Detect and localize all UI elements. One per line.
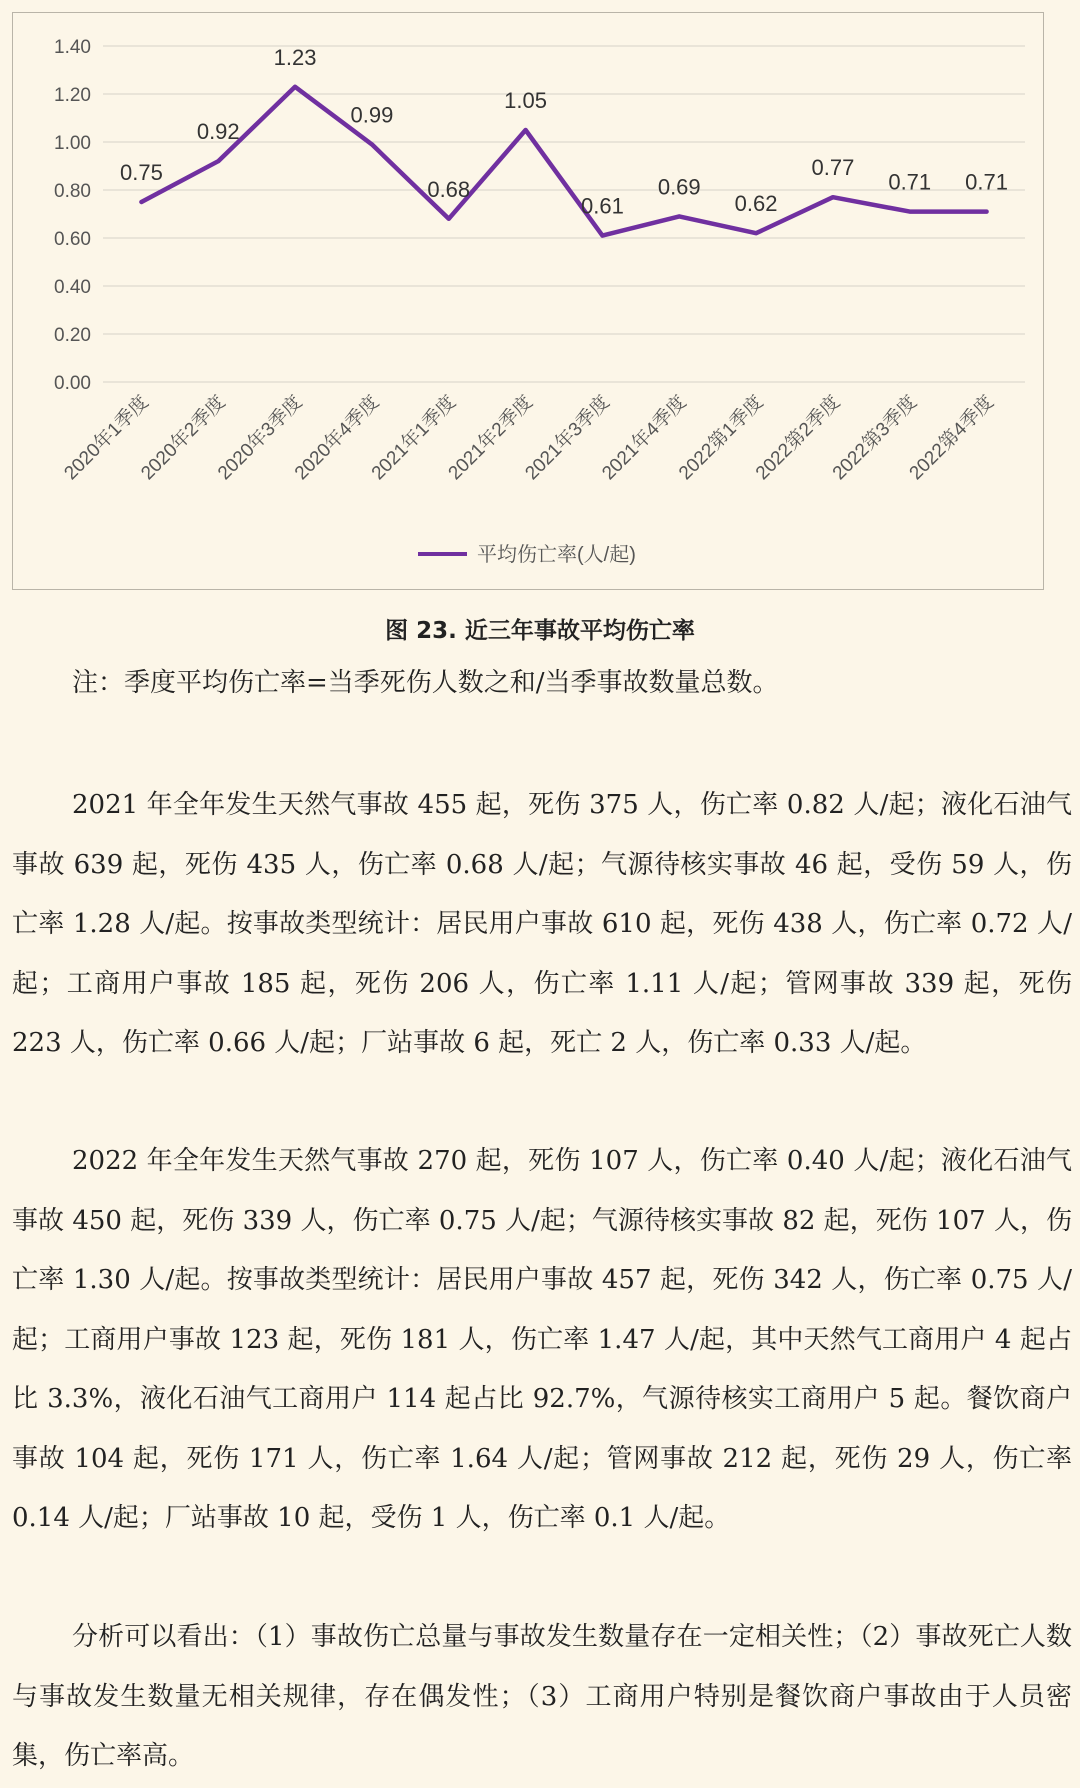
x-tick-label: 2022第1季度 (675, 391, 768, 485)
series-line (141, 87, 986, 236)
data-labels (120, 45, 1008, 219)
x-tick-label: 2022第3季度 (828, 391, 922, 485)
y-tick-label: 0.80 (54, 181, 91, 202)
data-label: 0.99 (350, 102, 394, 128)
y-tick-label: 0.20 (54, 325, 91, 346)
y-tick-label: 1.40 (54, 37, 91, 58)
y-tick-label: 0.00 (54, 373, 91, 394)
y-axis-ticks (54, 37, 91, 394)
data-label: 0.77 (811, 155, 855, 181)
y-tick-label: 1.00 (54, 133, 91, 154)
data-label: 0.75 (120, 160, 163, 185)
paragraph-2021: 2021 年全年发生天然气事故 455 起，死伤 375 人，伤亡率 0.82 人/起；液化石油气事故 639 起，死伤 435 人，伤亡率 0.68 人/起；气源待核实事故 46 起，受伤 59 人，伤亡率 1.28 人/起。按事故类型统计：居民用户事故 610 起，死伤 438 人，伤亡率 0.72 人/起；工商用户事故 185 起，死伤 206 人，伤亡率 1.11 人/起；管网事故 339 起，死伤 223 人，伤亡率 0.66 人/起；厂站事故 6 起，死亡 2 人，伤亡率 0.33 人/起。 (12, 790, 1072, 1058)
x-tick-label: 2020年4季度 (290, 391, 384, 485)
y-tick-label: 1.20 (54, 85, 91, 106)
line-chart (13, 13, 1043, 589)
legend-label: 平均伤亡率(人/起) (477, 544, 636, 566)
series-line-layer (141, 87, 986, 236)
data-label: 0.69 (657, 174, 701, 200)
x-tick-label: 2021年1季度 (367, 391, 461, 485)
x-tick-label: 2020年3季度 (214, 391, 307, 485)
x-axis-ticks (60, 391, 998, 484)
x-tick-label: 2021年4季度 (598, 391, 691, 485)
legend (418, 543, 636, 566)
x-tick-label: 2022第2季度 (751, 391, 845, 485)
data-label: 0.61 (581, 193, 624, 219)
x-tick-label: 2022第4季度 (905, 391, 999, 485)
paragraph-2022: 2022 年全年发生天然气事故 270 起，死伤 107 人，伤亡率 0.40 人/起；液化石油气事故 450 起，死伤 339 人，伤亡率 0.75 人/起；气源待核实事故 82 起，死伤 107 人，伤亡率 1.30 人/起。按事故类型统计：居民用户事故 457 起，死伤 342 人，伤亡率 0.75 人/起；工商用户事故 123 起，死伤 181 人，伤亡率 1.47 人/起，其中天然气工商用户 4 起占比 3.3%，液化石油气工商用户 114 起占比 92.7%，气源待核实工商用户 5 起。餐饮商户事故 104 起，死伤 171 人，伤亡率 1.64 人/起；管网事故 212 起，死伤 29 人，伤亡率 0.14 人/起；厂站事故 10 起，受伤 1 人，伤亡率 0.1 人/起。 (12, 1146, 1072, 1533)
x-tick-label: 2021年3季度 (521, 391, 614, 485)
figure-note: 注：季度平均伤亡率=当季死伤人数之和/当季事故数量总数。 (72, 668, 779, 698)
paragraph-analysis: 分析可以看出：（1）事故伤亡总量与事故发生数量存在一定相关性；（2）事故死亡人数与事故发生数量无相关规律，存在偶发性；（3）工商用户特别是餐饮商户事故由于人员密集，伤亡率高。 (12, 1622, 1072, 1771)
x-tick-label: 2020年2季度 (137, 391, 230, 485)
y-tick-label: 0.60 (54, 229, 91, 250)
figure-caption: 图 23. 近三年事故平均伤亡率 (385, 618, 695, 644)
y-tick-label: 0.40 (54, 277, 91, 298)
data-label: 0.71 (888, 169, 932, 195)
data-label: 1.05 (504, 88, 547, 113)
x-tick-label: 2020年1季度 (60, 391, 153, 485)
chart-container (12, 12, 1044, 590)
data-label: 1.23 (273, 44, 317, 70)
data-label: 0.71 (965, 169, 1008, 195)
data-label: 0.68 (427, 176, 471, 202)
data-label: 0.92 (196, 119, 240, 145)
grid-lines (103, 46, 1025, 382)
x-tick-label: 2021年2季度 (444, 391, 538, 485)
data-label: 0.62 (734, 191, 778, 217)
